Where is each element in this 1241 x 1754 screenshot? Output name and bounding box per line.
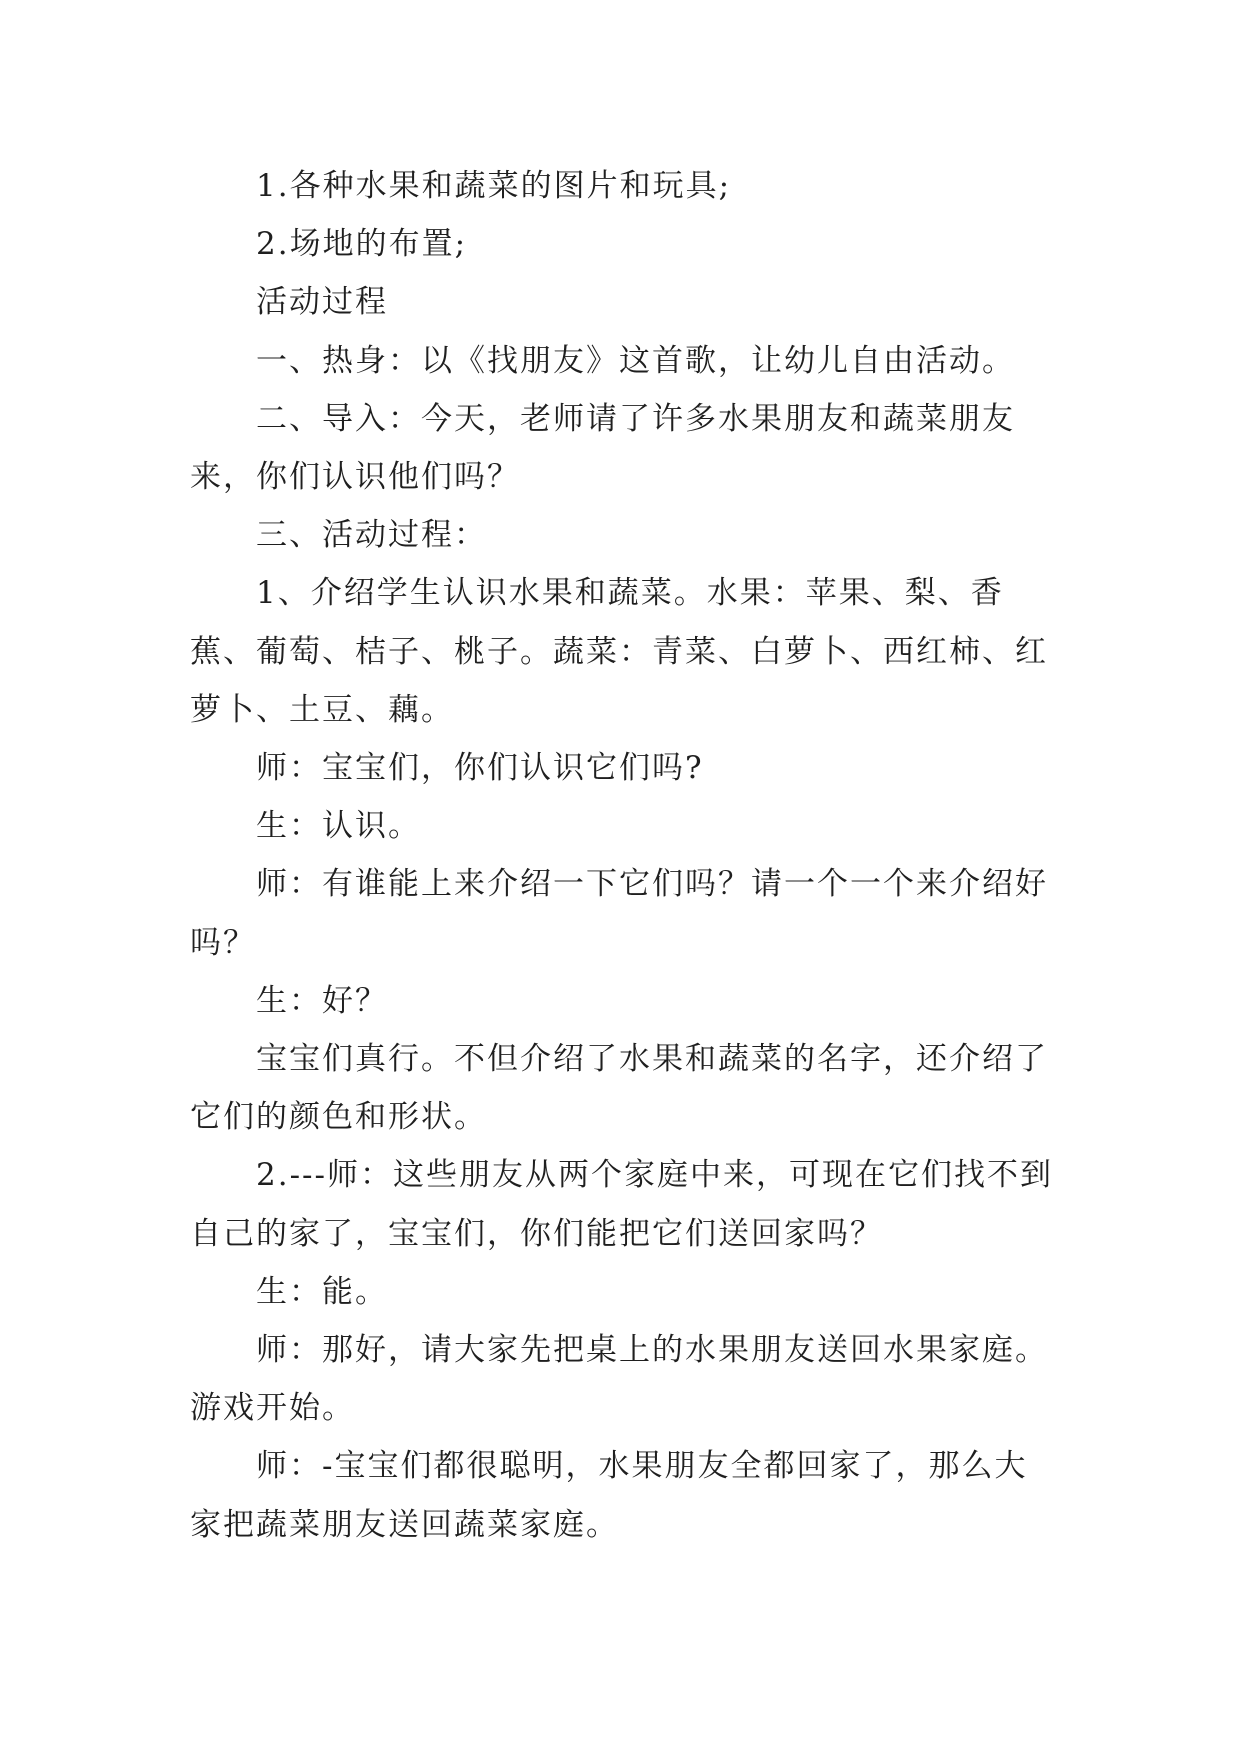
paragraph-warmup: 一、热身：以《找朋友》这首歌，让幼儿自由活动。 [256,342,1015,379]
paragraph-student-answer-2: 生：好？ [256,982,388,1019]
paragraph-teacher-question-3: 2.---师：这些朋友从两个家庭中来，可现在它们找不到自己的家了，宝宝们，你们能把它们送回家吗？ [190,1157,1053,1252]
paragraph-materials-1: 1.各种水果和蔬菜的图片和玩具; [256,168,732,204]
paragraph-process-heading: 三、活动过程： [256,517,487,554]
paragraph-fruits-vegetables: 1、介绍学生认识水果和蔬菜。水果：苹果、梨、香蕉、葡萄、桔子、桃子。蔬菜：青菜、白萝卜、西红柿、红萝卜、土豆、藕。 [190,575,1048,728]
paragraph-teacher-question-2: 师：有谁能上来介绍一下它们吗？请一个一个来介绍好吗？ [190,866,1048,961]
document-body [190,157,1060,1554]
paragraph-teacher-question-1: 师：宝宝们，你们认识它们吗? [256,750,704,787]
section-heading-activity-process: 活动过程 [256,284,388,321]
paragraph-materials-2: 2.场地的布置; [256,226,468,263]
paragraph-teacher-instruction-2: 师：-宝宝们都很聪明，水果朋友全都回家了，那么大家把蔬菜朋友送回蔬菜家庭。 [190,1448,1028,1543]
paragraph-student-answer-1: 生：认识。 [256,808,421,845]
paragraph-student-answer-3: 生：能。 [256,1273,388,1310]
paragraph-teacher-instruction-1: 师：那好，请大家先把桌上的水果朋友送回水果家庭。游戏开始。 [190,1332,1048,1427]
paragraph-praise: 宝宝们真行。不但介绍了水果和蔬菜的名字，还介绍了它们的颜色和形状。 [190,1041,1048,1136]
paragraph-introduction: 二、导入：今天，老师请了许多水果朋友和蔬菜朋友来，你们认识他们吗？ [190,400,1015,496]
